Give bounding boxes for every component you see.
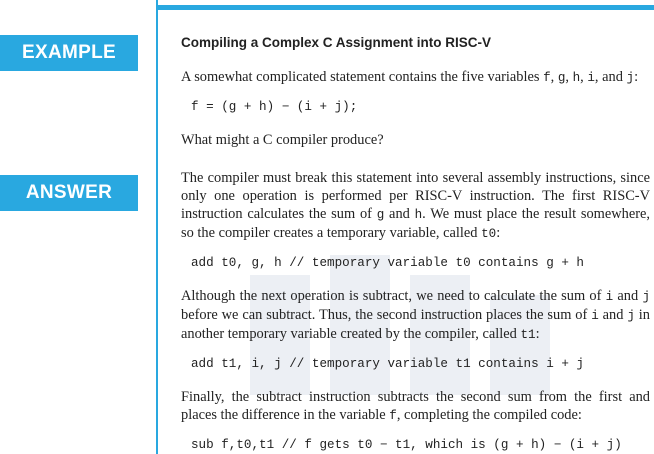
text-run: before we can subtract. Thus, the second instruction places the sum of (181, 307, 592, 323)
top-accent-bar (156, 5, 654, 10)
text-run: , (550, 69, 558, 85)
code-var: h (414, 208, 423, 222)
code-var: f (389, 409, 397, 423)
code-var: g (557, 71, 566, 85)
answer-paragraph-1 (181, 169, 650, 243)
text-run: and (598, 307, 628, 323)
text-run: and (613, 288, 643, 304)
text-run: , (565, 69, 573, 85)
text-run: : (535, 326, 540, 342)
code-var: t0 (481, 227, 497, 241)
code-var: i (587, 71, 595, 85)
answer-code-line-1: add t0, g, h // temporary variable t0 contains g + h (191, 256, 584, 270)
section-heading: Compiling a Complex C Assignment into RISC-V (181, 35, 492, 50)
text-run: A somewhat complicated statement contains the five variables (181, 69, 544, 85)
text-run: , (580, 69, 588, 85)
text-run: in another temporary variable created by the compiler, called (181, 307, 650, 342)
example-paragraph (181, 68, 650, 87)
vertical-rule (156, 0, 158, 454)
code-var: i (591, 309, 599, 323)
text-run: and (384, 206, 415, 222)
text-run: The compiler must break this statement into several assembly instructions, since only one operation is performed per RISC-V instruction. The first RISC-V instruction calculates the sum of (181, 170, 650, 222)
code-var: f (543, 71, 551, 85)
code-var: i (605, 290, 614, 304)
answer-badge: ANSWER (0, 175, 138, 211)
example-question: What might a C compiler produce? (181, 132, 384, 148)
text-run: . We must place the result somewhere, so the compiler creates a temporary variable, called (181, 206, 650, 241)
answer-code-line-2: add t1, i, j // temporary variable t1 contains i + j (191, 357, 584, 371)
answer-paragraph-2 (181, 287, 650, 344)
text-run: : (496, 225, 501, 241)
answer-paragraph-3 (181, 388, 650, 425)
example-badge: EXAMPLE (0, 35, 138, 71)
main-content (181, 34, 650, 454)
text-run: , and (594, 69, 627, 85)
code-var: j (642, 290, 650, 304)
text-run: , completing the compiled code: (396, 407, 582, 423)
code-var: t1 (520, 328, 536, 342)
code-var: j (627, 309, 635, 323)
code-var: j (626, 71, 635, 85)
text-run: : (634, 69, 639, 85)
code-var: g (376, 208, 385, 222)
text-run: Although the next operation is subtract, we need to calculate the sum of (181, 288, 606, 304)
answer-code-line-3: sub f,t0,t1 // f gets t0 − t1, which is (g + h) − (i + j) (191, 438, 622, 452)
example-code-line: f = (g + h) − (i + j); (191, 100, 358, 114)
code-var: h (572, 71, 581, 85)
text-run: Finally, the subtract instruction subtracts the second sum from the first and places the difference in the variable (181, 389, 650, 423)
